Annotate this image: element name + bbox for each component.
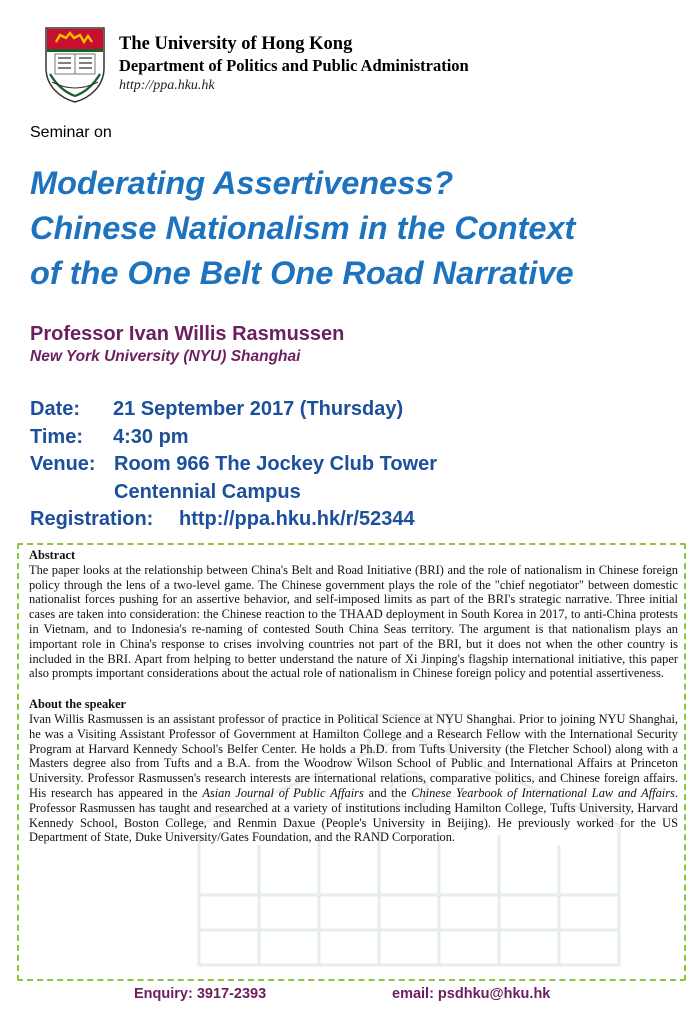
time-row	[30, 424, 437, 452]
registration-link[interactable]: http://ppa.hku.hk/r/52344	[179, 508, 415, 530]
time-value: 4:30 pm	[113, 425, 189, 448]
date-value: 21 September 2017 (Thursday)	[113, 398, 404, 420]
enquiry-phone: Enquiry: 3917-2393	[134, 986, 267, 1002]
abstract-box	[17, 543, 686, 981]
date-label: Date:	[30, 398, 81, 420]
enquiry-email[interactable]: email: psdhku@hku.hk	[392, 986, 551, 1002]
event-details	[30, 396, 437, 534]
registration-label: Registration:	[30, 508, 154, 530]
university-crest-icon	[42, 24, 108, 104]
department-name: Department of Politics and Public Administration	[119, 56, 469, 75]
venue-line-1: Room 966 The Jockey Club Tower	[114, 453, 438, 475]
university-name: The University of Hong Kong	[119, 34, 353, 54]
bio-text-2: and the	[363, 785, 412, 800]
bio-text-3: . Professor Rasmussen has taught and researched at a variety of institutions including Hamilton College, Tufts University, Harvard Kennedy School, Boston College, and Renmin Daxue (People's University in Beijing). He previously worked for the US Department of State, Duke University/Gates Foundation, and the RAND Corporation.	[29, 785, 678, 845]
venue-row	[30, 451, 437, 479]
registration-row	[30, 506, 437, 534]
bio-text-1: Ivan Willis Rasmussen is an assistant professor of practice in Political Science at NYU Shanghai. Prior to joining NYU Shanghai, he was a Visiting Assistant Professor of Government at Hamilton College and a Research Fellow with the International Security Program at Harvard Kennedy School's Belfer Center. He holds a Ph.D. from Tufts University (the Fletcher School) along with a Masters degree also from Tufts and a B.A. from the Woodrow Wilson School of Public and International Affairs at Princeton University. Professor Rasmussen's research interests are international relations, comparative politics, and Chinese foreign affairs. His research has appeared in the	[29, 711, 678, 800]
venue-line-2: Centennial Campus	[114, 480, 301, 503]
speaker-affiliation: New York University (NYU) Shanghai	[30, 348, 301, 365]
department-url[interactable]: http://ppa.hku.hk	[119, 78, 215, 93]
abstract-text: The paper looks at the relationship between China's Belt and Road Initiative (BRI) and the role of nationalism in Chinese foreign policy through the lens of a two-level game. The Chinese government plays the role of the "chief negotiator" between domestic nationalist forces pushing for an assertive behavior, and self-imposed limits as part of the BRI's strategic narrative. Three initial cases are taken into consideration: the Chinese reaction to the THAAD deployment in South Korea in 2017, to anti-China protests in Vietnam, and to Indonesia's re-naming of contested South China Seas territory. The argument is that nationalism plays an important role in China's response to crises involving countries not part of the BRI, but it does not when the other country is included in the BRI. Apart from helping to better understand the nature of Xi Jinping's flagship international initiative, this paper also prompts important considerations about the actual role of nationalism in Chinese foreign policy and potential assertiveness.	[29, 562, 678, 681]
journal-1: Asian Journal of Public Affairs	[202, 785, 364, 800]
abstract-content	[29, 548, 678, 845]
about-speaker-heading: About the speaker	[29, 697, 127, 712]
venue-label: Venue:	[30, 453, 96, 475]
time-label: Time:	[30, 425, 83, 448]
seminar-label: Seminar on	[30, 124, 112, 141]
title-line-3: of the One Belt One Road Narrative	[30, 255, 574, 291]
university-header	[119, 33, 469, 95]
abstract-heading: Abstract	[29, 548, 76, 562]
about-speaker-text	[29, 712, 678, 845]
journal-2: Chinese Yearbook of International Law and Affairs	[411, 785, 675, 800]
date-row	[30, 396, 437, 424]
speaker-name: Professor Ivan Willis Rasmussen	[30, 323, 345, 345]
title-line-1: Moderating Assertiveness?	[30, 165, 454, 201]
title-line-2: Chinese Nationalism in the Context	[30, 210, 576, 246]
seminar-title	[30, 161, 695, 296]
